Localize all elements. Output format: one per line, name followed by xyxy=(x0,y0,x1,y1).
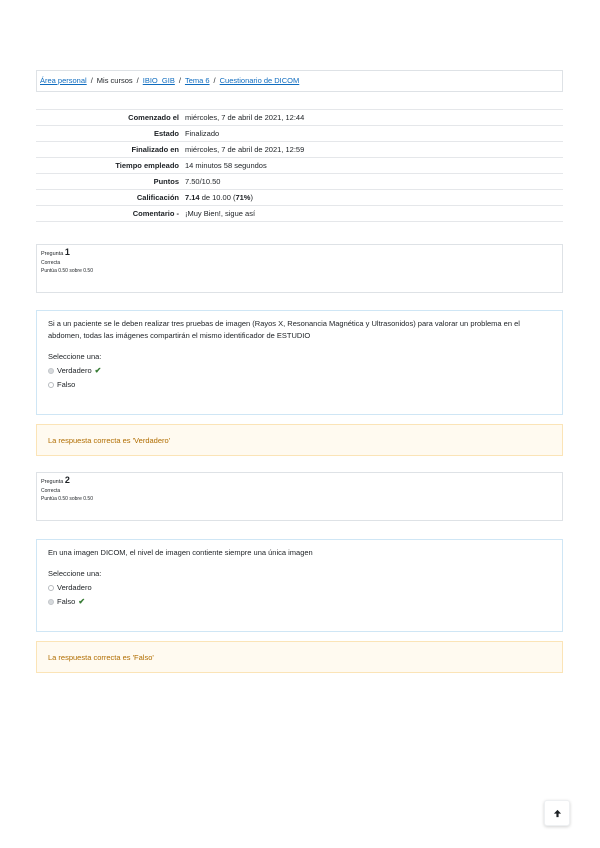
answer-label: Verdadero xyxy=(57,583,92,592)
summary-label: Calificación xyxy=(136,193,179,202)
question-formulation xyxy=(36,539,563,632)
summary-row xyxy=(36,142,563,158)
summary-value: 14 minutos 58 segundos xyxy=(185,161,267,170)
breadcrumb-separator: / xyxy=(90,76,93,85)
answer-label: Falso xyxy=(57,380,76,389)
question-state: Correcta xyxy=(41,487,61,494)
summary-label: Puntos xyxy=(153,177,179,186)
summary-value: miércoles, 7 de abril de 2021, 12:59 xyxy=(185,145,305,154)
answer-option[interactable] xyxy=(48,378,551,392)
breadcrumb-quiz[interactable]: Cuestionario de DICOM xyxy=(219,76,300,85)
summary-label: Estado xyxy=(153,129,179,138)
back-to-top-button[interactable] xyxy=(544,800,570,826)
summary-value xyxy=(183,190,563,206)
radio-button[interactable] xyxy=(48,382,54,388)
summary-row xyxy=(36,126,563,142)
summary-label: Comentario - xyxy=(132,209,179,218)
question-text: En una imagen DICOM, el nivel de imagen contiente siempre una única imagen xyxy=(48,548,313,557)
summary-row xyxy=(36,158,563,174)
breadcrumb-separator: / xyxy=(178,76,181,85)
question-info xyxy=(36,244,563,293)
breadcrumb-separator: / xyxy=(136,76,139,85)
question-info xyxy=(36,472,563,521)
answer-option[interactable] xyxy=(48,581,551,595)
breadcrumb-separator: / xyxy=(213,76,216,85)
breadcrumb-mis-cursos: Mis cursos xyxy=(96,76,133,85)
question-number: Pregunta 1 xyxy=(41,247,70,257)
grade-mid: de 10.00 ( xyxy=(199,193,236,202)
breadcrumb xyxy=(36,70,563,92)
answer-prompt: Seleccione una: xyxy=(48,352,102,361)
summary-label: Comenzado el xyxy=(128,113,179,122)
grade-value: 7.14 xyxy=(185,193,200,202)
question-text: Si a un paciente se le deben realizar tres pruebas de imagen (Rayos X, Resonancia Magnética y Ultrasonidos) para valorar un problema en el abdomen, todas las imágenes compartirán el mismo identificador de ESTUDIO xyxy=(48,319,520,340)
summary-value: miércoles, 7 de abril de 2021, 12:44 xyxy=(185,113,305,122)
radio-button[interactable] xyxy=(48,368,54,374)
question-grade: Puntúa 0.50 sobre 0.50 xyxy=(41,496,93,502)
summary-value: ¡Muy Bien!, sigue así xyxy=(185,209,256,218)
question-grade: Puntúa 0.50 sobre 0.50 xyxy=(41,268,93,274)
attempt-summary-table xyxy=(36,109,563,222)
arrow-up-icon xyxy=(553,809,562,818)
answer-prompt: Seleccione una: xyxy=(48,569,102,578)
question-number: Pregunta 2 xyxy=(41,475,70,485)
summary-value: Finalizado xyxy=(185,129,220,138)
answer-option[interactable] xyxy=(48,364,551,378)
radio-button[interactable] xyxy=(48,585,54,591)
grade-percent: 71% xyxy=(235,193,251,202)
correct-answer-feedback: La respuesta correcta es 'Verdadero' xyxy=(36,424,563,456)
grade-end: ) xyxy=(250,193,253,202)
radio-button[interactable] xyxy=(48,599,54,605)
correct-answer-feedback: La respuesta correcta es 'Falso' xyxy=(36,641,563,673)
summary-row xyxy=(36,206,563,222)
check-icon: ✔ xyxy=(94,366,102,375)
question-formulation xyxy=(36,310,563,415)
summary-label: Tiempo empleado xyxy=(115,161,179,170)
question-state: Correcta xyxy=(41,259,61,266)
summary-row xyxy=(36,190,563,206)
summary-row xyxy=(36,110,563,126)
summary-row xyxy=(36,174,563,190)
answer-option[interactable] xyxy=(48,595,551,609)
answer-label: Falso xyxy=(57,597,76,606)
summary-value: 7.50/10.50 xyxy=(185,177,221,186)
breadcrumb-area-personal[interactable]: Área personal xyxy=(40,76,87,85)
summary-label: Finalizado en xyxy=(131,145,179,154)
breadcrumb-tema[interactable]: Tema 6 xyxy=(184,76,210,85)
breadcrumb-course[interactable]: IBIO_GIB xyxy=(142,76,175,85)
answer-label: Verdadero xyxy=(57,366,92,375)
check-icon: ✔ xyxy=(78,597,86,606)
